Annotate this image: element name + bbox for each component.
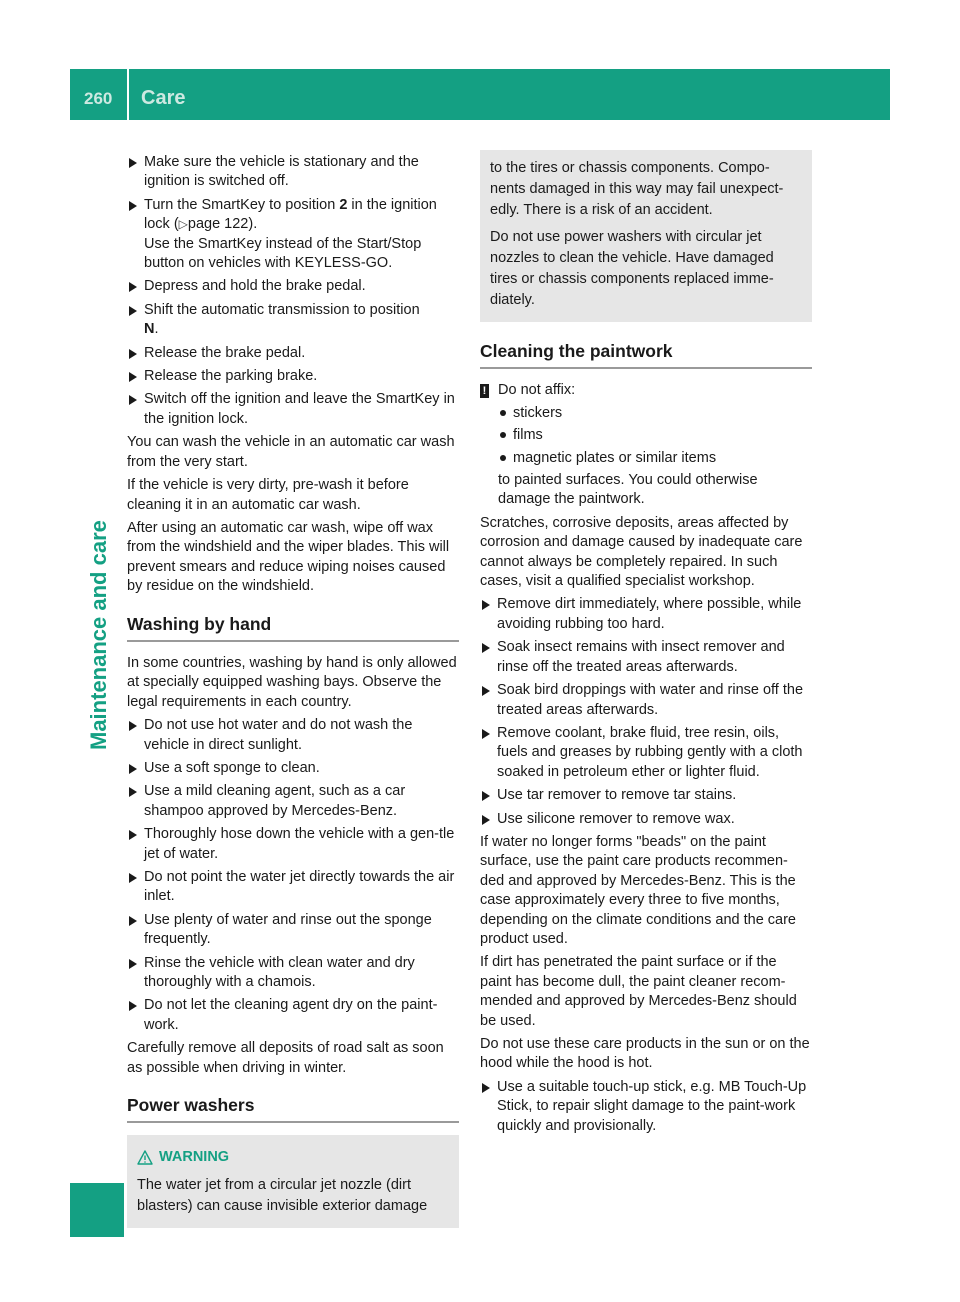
notice-item: magnetic plates or similar items [498,449,812,468]
list-item: Use a soft sponge to clean. [127,759,459,778]
chapter-marker [70,1183,124,1237]
list-item: Use a mild cleaning agent, such as a car shampoo approved by Mercedes-Benz. [127,782,459,821]
paragraph: Scratches, corrosive deposits, areas affected by corrosion and damage caused by inadequate care cannot always be completely repaired. In such cases, visit a qualified specialist workshop. [480,514,803,590]
paragraph: If water no longer forms "beads" on the paint surface, use the paint care products recommen-ded and approved by Mercedes-Benz. This is the case approximately every three to five months, depending on the climate conditions and the care product used. [480,833,796,947]
left-column [127,153,459,1228]
heading-power-washers: Power washers [127,1096,459,1123]
step-switch-off: Switch off the ignition and leave the SmartKey in the ignition lock. [127,390,459,429]
list-item: Remove dirt immediately, where possible, while avoiding rubbing too hard. [480,595,812,634]
paragraph: Carefully remove all deposits of road salt as soon as possible when driving in winter. [127,1040,444,1076]
list-item: Remove coolant, brake fluid, tree resin, oils, fuels and greases by rubbing gently with a cloth soaked in petroleum ether or lighter fluid. [480,724,812,782]
list-item: Thoroughly hose down the vehicle with a gen-tle jet of water. [127,825,459,864]
header-divider [127,69,129,120]
step-turn-key: Turn the SmartKey to position 2 in the ignition lock (▷page 122). Use the SmartKey instead of the Start/Stop button on vehicles with KEYLESS-GO. [127,196,459,274]
warning-box [127,1135,459,1228]
warning-triangle-icon [137,1150,153,1165]
list-item: Rinse the vehicle with clean water and dry thoroughly with a chamois. [127,954,459,993]
section-title: Care [141,87,186,109]
step-release-brake: Release the brake pedal. [127,344,459,363]
notice-tail: to painted surfaces. You could otherwise damage the paintwork. [498,472,758,508]
list-item: Soak insect remains with insect remover and rinse off the treated areas afterwards. [480,638,812,677]
notice-lead: Do not affix: [498,382,576,399]
list-item: Do not let the cleaning agent dry on the paint-work. [127,996,459,1035]
list-item: Use a suitable touch-up stick, e.g. MB Touch-Up Stick, to repair slight damage to the paint-work quickly and provisionally. [480,1078,812,1136]
warning-title: WARNING [159,1149,230,1166]
warning-text: The water jet from a circular jet nozzle (dirt blasters) can cause invisible exterior damage [137,1177,428,1215]
page-ref-link[interactable]: page 122). [187,216,258,233]
heading-cleaning-paintwork: Cleaning the paintwork [480,342,812,369]
page-header [70,69,890,120]
list-item: Soak bird droppings with water and rinse off the treated areas afterwards. [480,681,812,720]
paragraph: After using an automatic car wash, wipe off wax from the windshield and the wiper blades. This will prevent smears and reduce wiping noises caused by residue on the windshield. [127,519,450,595]
list-item: Use tar remover to remove tar stains. [480,786,812,805]
step-release-parking: Release the parking brake. [127,367,459,386]
step-note: Use the SmartKey instead of the Start/Stop button on vehicles with KEYLESS-GO. [144,235,422,272]
step-brake-pedal: Depress and hold the brake pedal. [127,277,459,296]
notice-item: films [498,426,812,445]
warning-text: to the tires or chassis components. Compo-nents damaged in this way may fail unexpect-edly. There is a risk of an accident. [490,160,784,218]
list-item: Do not use hot water and do not wash the vehicle in direct sunlight. [127,716,459,755]
chapter-label: Maintenance and care [86,520,111,750]
warning-box-continued [480,150,812,322]
paragraph: If dirt has penetrated the paint surface or if the paint has become dull, the paint cleaner recom-mended and approved by Mercedes-Benz should be used. [480,954,797,1029]
list-item: Use plenty of water and rinse out the sponge frequently. [127,911,459,950]
step-shift: Shift the automatic transmission to position N. [127,301,459,340]
notice [480,381,812,509]
paragraph: In some countries, washing by hand is only allowed at specially equipped washing bays. Observe the legal requirements in each country. [127,654,457,710]
notice-icon: ! [480,384,489,398]
list-item: Do not point the water jet directly towards the air inlet. [127,868,459,907]
right-column [480,150,812,1140]
warning-header [137,1147,449,1168]
page-number: 260 [84,89,113,108]
heading-washing-by-hand: Washing by hand [127,615,459,642]
page-ref-icon: ▷ [178,217,188,232]
paragraph: You can wash the vehicle in an automatic car wash from the very start. [127,434,455,470]
list-item: Use silicone remover to remove wax. [480,810,812,829]
paragraph: If the vehicle is very dirty, pre-wash it before cleaning it in an automatic car wash. [127,477,409,513]
paragraph: Do not use these care products in the sun or on the hood while the hood is hot. [480,1036,810,1072]
warning-text: Do not use power washers with circular jet nozzles to clean the vehicle. Have damaged tires or chassis components replaced imme-diately. [490,229,774,308]
notice-item: stickers [498,404,812,423]
step-stationary: Make sure the vehicle is stationary and the ignition is switched off. [127,153,459,192]
